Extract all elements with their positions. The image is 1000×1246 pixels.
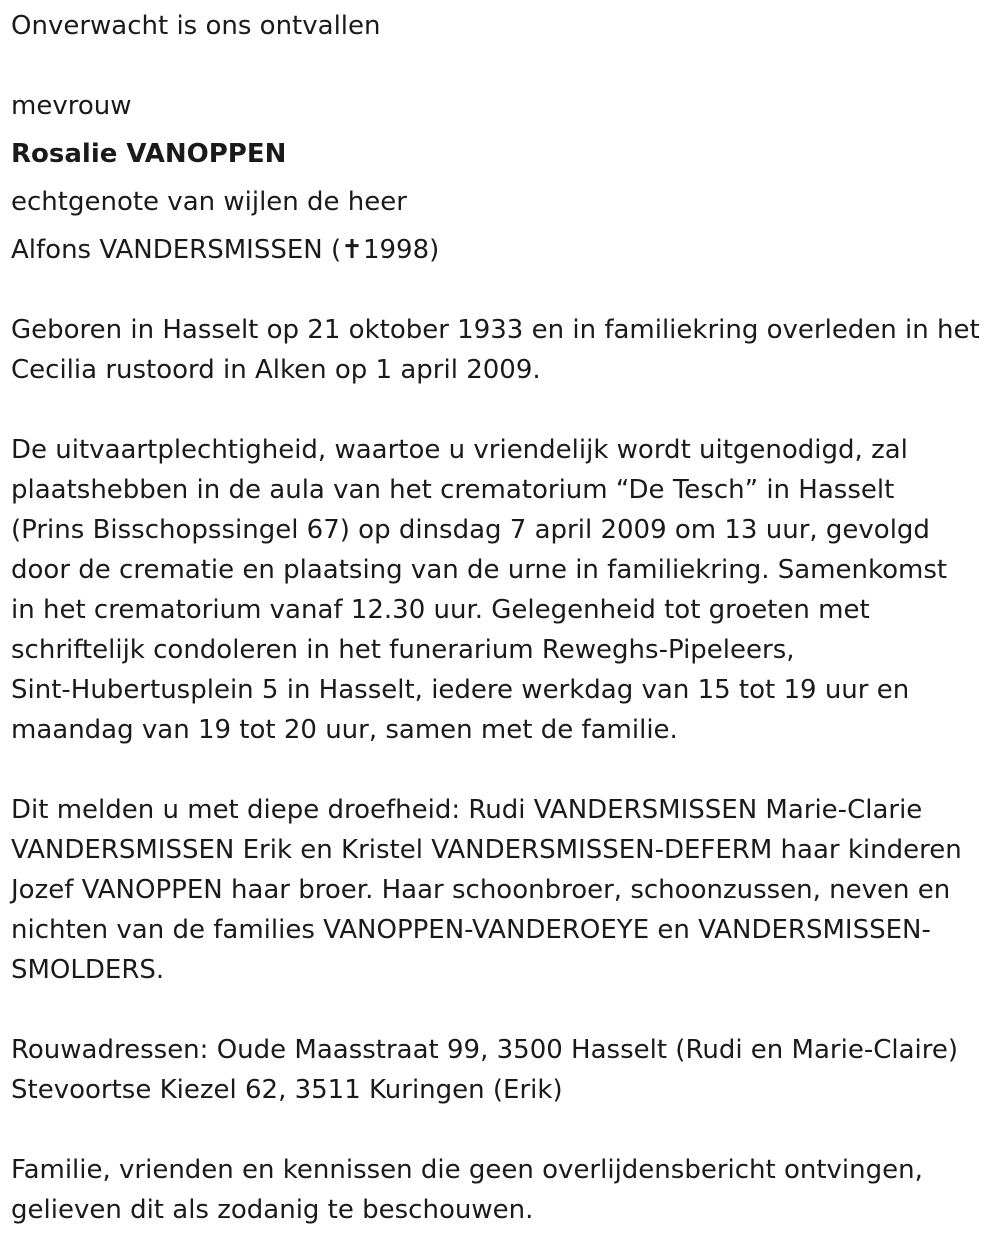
spacer xyxy=(11,750,990,790)
paragraph-line: gelieven dit als zodanig te beschouwen. xyxy=(11,1195,534,1225)
paragraph-line: Jozef VANOPPEN haar broer. Haar schoonbroer, schoonzussen, neven en xyxy=(11,875,951,905)
paragraph-line: (Prins Bisschopssingel 67) op dinsdag 7 april 2009 om 13 uur, gevolgd xyxy=(11,515,930,545)
paragraph-line: maandag van 19 tot 20 uur, samen met de familie. xyxy=(11,715,678,745)
spouse-line xyxy=(11,230,990,270)
closing-paragraph xyxy=(11,1150,991,1230)
deceased-title: mevrouw xyxy=(11,91,132,121)
paragraph-line: in het crematorium vanaf 12.30 uur. Gelegenheid tot groeten met xyxy=(11,595,870,625)
paragraph-line: Stevoortse Kiezel 62, 3511 Kuringen (Erik) xyxy=(11,1075,563,1105)
spacer xyxy=(11,174,990,182)
paragraph-line: VANDERSMISSEN Erik en Kristel VANDERSMISSEN-DEFERM haar kinderen xyxy=(11,835,962,865)
paragraph-line: Geboren in Hasselt op 21 oktober 1933 en in familiekring overleden in het xyxy=(11,315,980,345)
spacer xyxy=(11,222,990,230)
spacer xyxy=(11,126,990,134)
spacer xyxy=(11,990,990,1030)
birth-death-paragraph xyxy=(11,310,991,390)
spouse-name: Alfons VANDERSMISSEN ( xyxy=(11,235,342,265)
paragraph-line: nichten van de families VANOPPEN-VANDEROEYE en VANDERSMISSEN- xyxy=(11,915,931,945)
paragraph-line: Sint-Hubertusplein 5 in Hasselt, iedere werkdag van 15 tot 19 uur en xyxy=(11,675,910,705)
ceremony-paragraph xyxy=(11,430,991,750)
paragraph-line: schriftelijk condoleren in het funerarium Reweghs-Pipeleers, xyxy=(11,635,795,665)
spacer xyxy=(11,270,990,310)
paragraph-line: plaatshebben in de aula van het crematorium “De Tesch” in Hasselt xyxy=(11,475,895,505)
relation-text: echtgenote van wijlen de heer xyxy=(11,187,407,217)
paragraph-line: De uitvaartplechtigheid, waartoe u vriendelijk wordt uitgenodigd, zal xyxy=(11,435,908,465)
intro-text: Onverwacht is ons ontvallen xyxy=(11,11,381,41)
paragraph-line: Cecilia rustoord in Alken op 1 april 2009. xyxy=(11,355,541,385)
deceased-name: Rosalie VANOPPEN xyxy=(11,139,287,169)
paragraph-line: SMOLDERS. xyxy=(11,955,165,985)
announcement-paragraph xyxy=(11,790,991,990)
spouse-death-year: 1998) xyxy=(362,235,440,265)
paragraph-line: Familie, vrienden en kennissen die geen overlijdensbericht ontvingen, xyxy=(11,1155,923,1185)
paragraph-line: Rouwadressen: Oude Maasstraat 99, 3500 Hasselt (Rudi en Marie-Claire) xyxy=(11,1035,958,1065)
cross-icon: ✝ xyxy=(341,235,363,265)
paragraph-line: Dit melden u met diepe droefheid: Rudi VANDERSMISSEN Marie-Clarie xyxy=(11,795,923,825)
spacer xyxy=(11,390,990,430)
spacer xyxy=(11,1110,990,1150)
addresses-paragraph xyxy=(11,1030,991,1110)
spacer xyxy=(11,46,990,86)
paragraph-line: door de crematie en plaatsing van de urne in familiekring. Samenkomst xyxy=(11,555,948,585)
